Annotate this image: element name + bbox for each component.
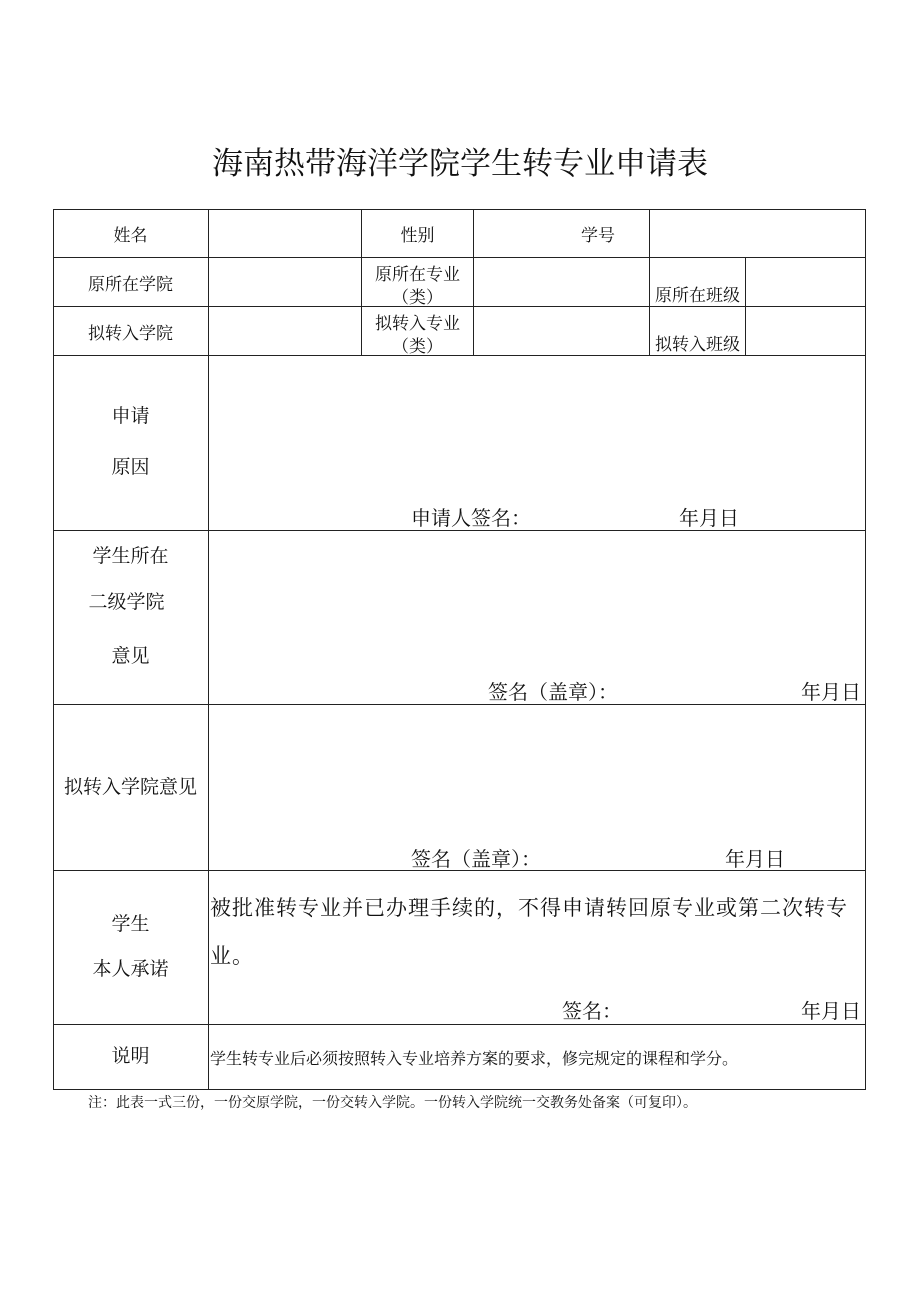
- target-major-label-line1: 拟转入专业: [375, 314, 460, 334]
- reason-label-line2: 原因: [111, 456, 150, 478]
- college-opinion-label-line2: 二级学院: [88, 591, 165, 613]
- original-class-field[interactable]: [746, 258, 865, 306]
- target-class-label-text: 拟转入班级: [655, 335, 740, 355]
- applicant-signature-label: 申请人签名：: [411, 506, 531, 530]
- target-major-field[interactable]: [474, 307, 649, 355]
- original-college-field[interactable]: [209, 258, 361, 306]
- student-id-label: 学号: [581, 225, 615, 246]
- target-college-field[interactable]: [209, 307, 361, 355]
- explanation-text: 学生转专业后必须按照转入专业培养方案的要求，修完规定的课程和学分。: [210, 1048, 739, 1068]
- target-opinion-text-area[interactable]: [209, 705, 865, 835]
- pledge-label: [53, 871, 208, 1024]
- target-signature-label: 签名（盖章）：: [411, 847, 541, 871]
- target-college-label: 拟转入学院: [88, 323, 173, 344]
- gender-label: 性别: [400, 225, 435, 246]
- name-label: 姓名: [113, 225, 148, 246]
- target-class-label: [650, 307, 745, 355]
- target-major-label: [362, 307, 473, 355]
- college-opinion-label-line3: 意见: [111, 645, 150, 667]
- pledge-label-line1: 学生: [111, 913, 150, 935]
- college-date-label: 年月日: [801, 680, 861, 704]
- original-college-label: 原所在学院: [88, 274, 173, 295]
- original-major-label-line1: 原所在专业: [375, 265, 460, 285]
- target-major-label-line2: （类）: [392, 337, 443, 357]
- reason-label-line1: 申请: [111, 405, 150, 427]
- name-field[interactable]: [209, 210, 361, 257]
- applicant-date-label: 年月日: [679, 506, 739, 530]
- original-class-label-text: 原所在班级: [655, 286, 740, 306]
- explanation-label: 说明: [111, 1045, 150, 1068]
- original-major-label: [362, 258, 473, 306]
- original-major-label-line2: （类）: [392, 288, 443, 308]
- pledge-signature-label: 签名：: [562, 999, 622, 1023]
- pledge-date-label: 年月日: [801, 999, 861, 1023]
- footer-note: 注：此表一式三份，一份交原学院，一份交转入学院。一份转入学院统一交教务处备案（可复印）。: [88, 1095, 697, 1111]
- college-signature-label: 签名（盖章）：: [488, 680, 618, 704]
- target-class-field[interactable]: [746, 307, 865, 355]
- pledge-text: 被批准转专业并已办理手续的，不得申请转回原专业或第二次转专业。: [210, 896, 848, 968]
- college-opinion-label-line1: 学生所在: [92, 545, 169, 567]
- form-border-right: [865, 209, 866, 1090]
- gender-field[interactable]: [474, 210, 544, 257]
- reason-label: [53, 356, 208, 530]
- page-title: 海南热带海洋学院学生转专业申请表: [212, 146, 708, 182]
- application-form: [53, 209, 866, 1090]
- target-date-label: 年月日: [725, 847, 785, 871]
- pledge-label-line2: 本人承诺: [92, 958, 169, 980]
- student-id-field[interactable]: [650, 210, 865, 257]
- original-class-label: [650, 258, 745, 306]
- college-opinion-text-area[interactable]: [209, 531, 865, 671]
- target-opinion-label: 拟转入学院意见: [63, 775, 197, 798]
- original-major-field[interactable]: [474, 258, 649, 306]
- form-border-bottom: [53, 1089, 866, 1090]
- college-opinion-label: [53, 531, 208, 704]
- reason-text-area[interactable]: [209, 356, 865, 496]
